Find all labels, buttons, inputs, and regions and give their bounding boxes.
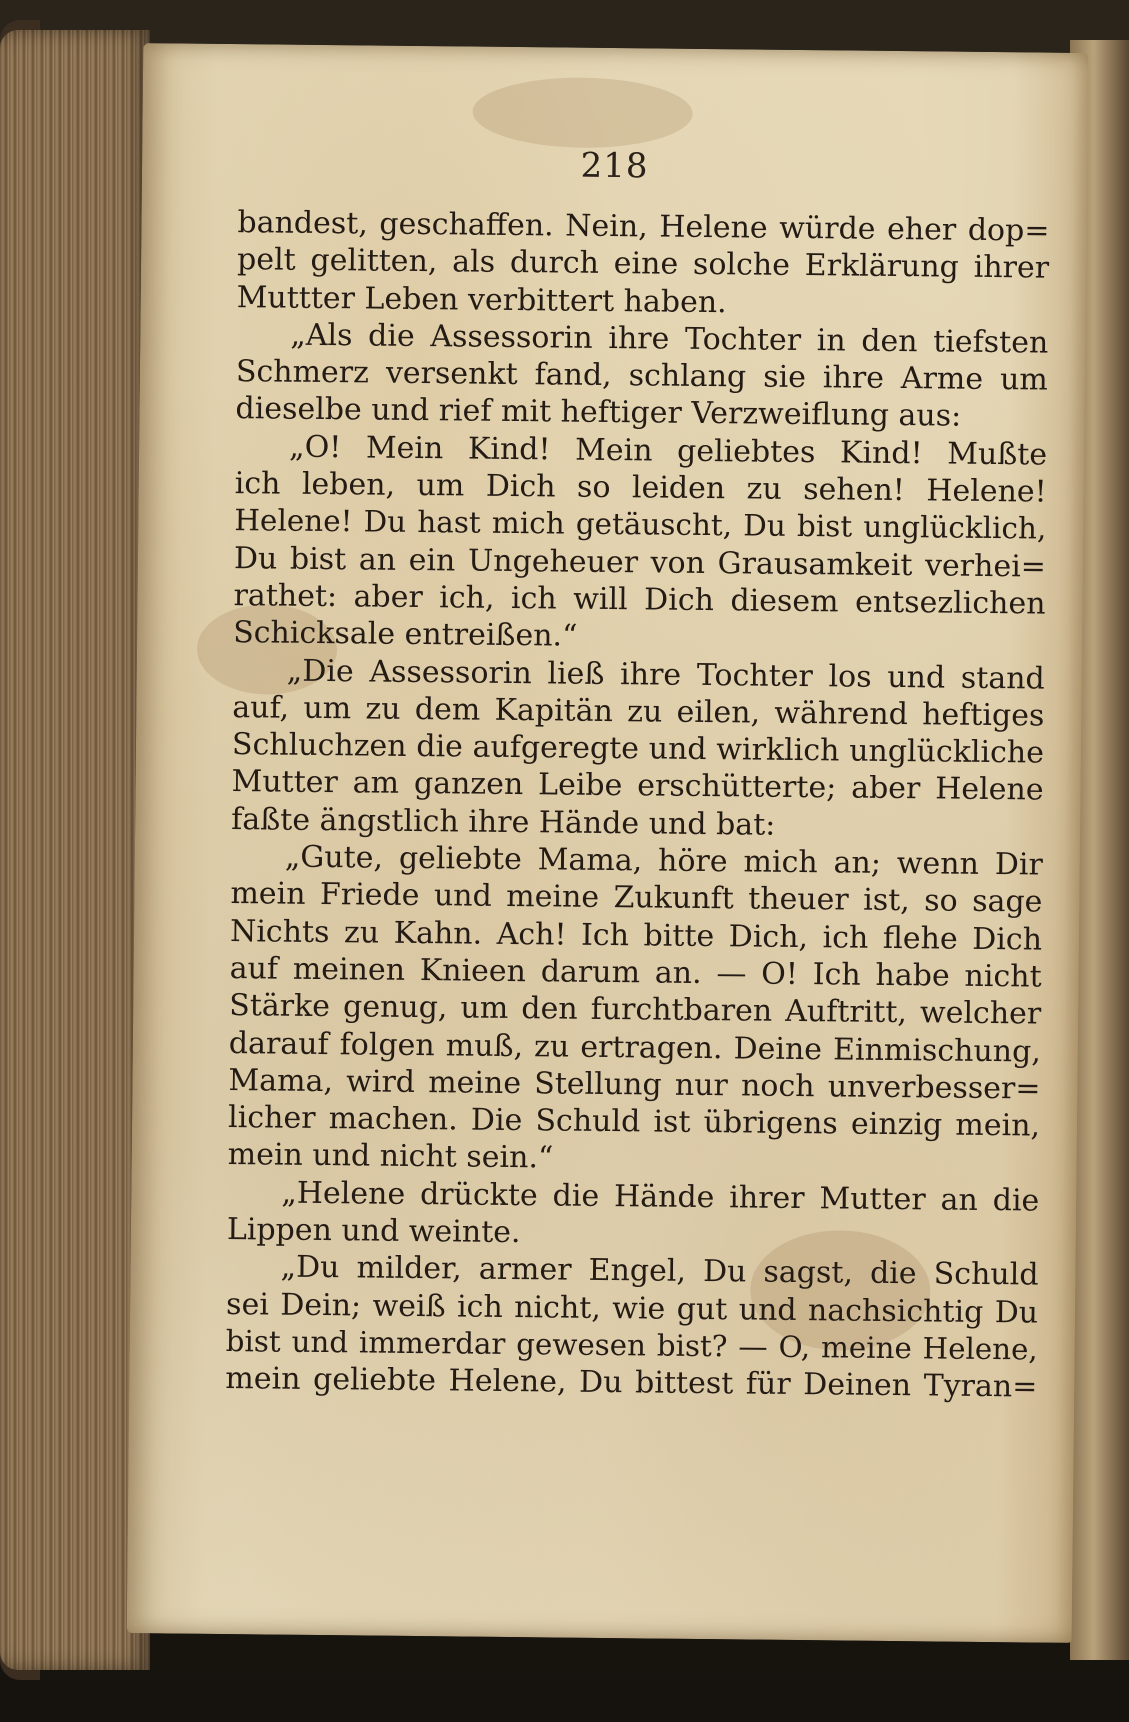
body-text	[225, 204, 1049, 1406]
text-line: bist und immerdar gewesen bist? — O, meine Helene,	[225, 1323, 1038, 1367]
text-line: bandest, geschaffen. Nein, Helene würde eher dop=	[237, 205, 1050, 249]
text-line: Helene! Du hast mich getäuscht, Du bist unglücklich,	[234, 503, 1047, 546]
text-line: mein und nicht sein.“	[227, 1137, 554, 1176]
text-line: ich leben, um Dich so leiden zu sehen! Helene!	[234, 466, 1047, 510]
text-line: auf meinen Knieen darum an. — O! Ich habe nicht	[229, 950, 1042, 995]
text-line: mein Friede und meine Zukunft theuer ist, so sage	[230, 876, 1043, 920]
text-line: licher machen. Die Schuld ist übrigens einzig mein,	[227, 1100, 1041, 1144]
page-number: 218	[580, 145, 649, 187]
text-line: Schluchzen die aufgeregte und wirklich unglückliche	[231, 727, 1045, 771]
text-line: Stärke genug, um den furchtbaren Auftritt, welcher	[229, 988, 1042, 1032]
text-line: Muttter Leben verbittert haben.	[236, 279, 727, 320]
text-line: „Als die Assessorin ihre Tochter in den tiefsten	[290, 317, 1049, 361]
text-line: Schmerz versenkt fand, schlang sie ihre Arme um	[235, 354, 1049, 398]
text-line: „Die Assessorin ließ ihre Tochter los und stand	[286, 653, 1045, 697]
text-line: Lippen und weinte.	[226, 1212, 521, 1251]
text-line: Du bist an ein Ungeheuer von Grausamkeit verhei=	[233, 540, 1047, 585]
text-line: „Du milder, armer Engel, Du sagst, die Schuld	[280, 1249, 1039, 1293]
text-line: faßte ängstlich ihre Hände und bat:	[231, 801, 776, 843]
book-page	[127, 43, 1089, 1643]
text-line: auf, um zu dem Kapitän zu eilen, während heftiges	[232, 689, 1045, 734]
text-line: Nichts zu Kahn. Ach! Ich bitte Dich, ich flehe Dich	[229, 913, 1043, 958]
text-line: darauf folgen muß, zu ertragen. Deine Einmischung,	[228, 1025, 1042, 1070]
page-stack-left	[0, 30, 150, 1670]
text-line: sei Dein; weiß ich nicht, wie gut und nachsichtig Du	[225, 1286, 1039, 1331]
text-line: dieselbe und rief mit heftiger Verzweiflung aus:	[235, 391, 962, 435]
text-line: pelt gelitten, als durch eine solche Erklärung ihrer	[236, 242, 1050, 286]
text-line: „Gute, geliebte Mama, höre mich an; wenn Dir	[284, 839, 1043, 883]
text-line: mein geliebte Helene, Du bittest für Deinen Tyran=	[225, 1361, 1038, 1405]
text-line: Schicksale entreißen.“	[232, 615, 578, 654]
text-line: „Helene drückte die Hände ihrer Mutter an die	[281, 1175, 1040, 1219]
text-line: „O! Mein Kind! Mein geliebtes Kind! Mußte	[288, 429, 1048, 473]
text-line: Mama, wird meine Stellung nur noch unverbesser=	[228, 1062, 1041, 1107]
text-line: Mutter am ganzen Leibe erschütterte; aber Helene	[231, 764, 1044, 809]
text-line: rathet: aber ich, ich will Dich diesem entsezlichen	[233, 578, 1046, 622]
paper-stain	[472, 77, 693, 149]
